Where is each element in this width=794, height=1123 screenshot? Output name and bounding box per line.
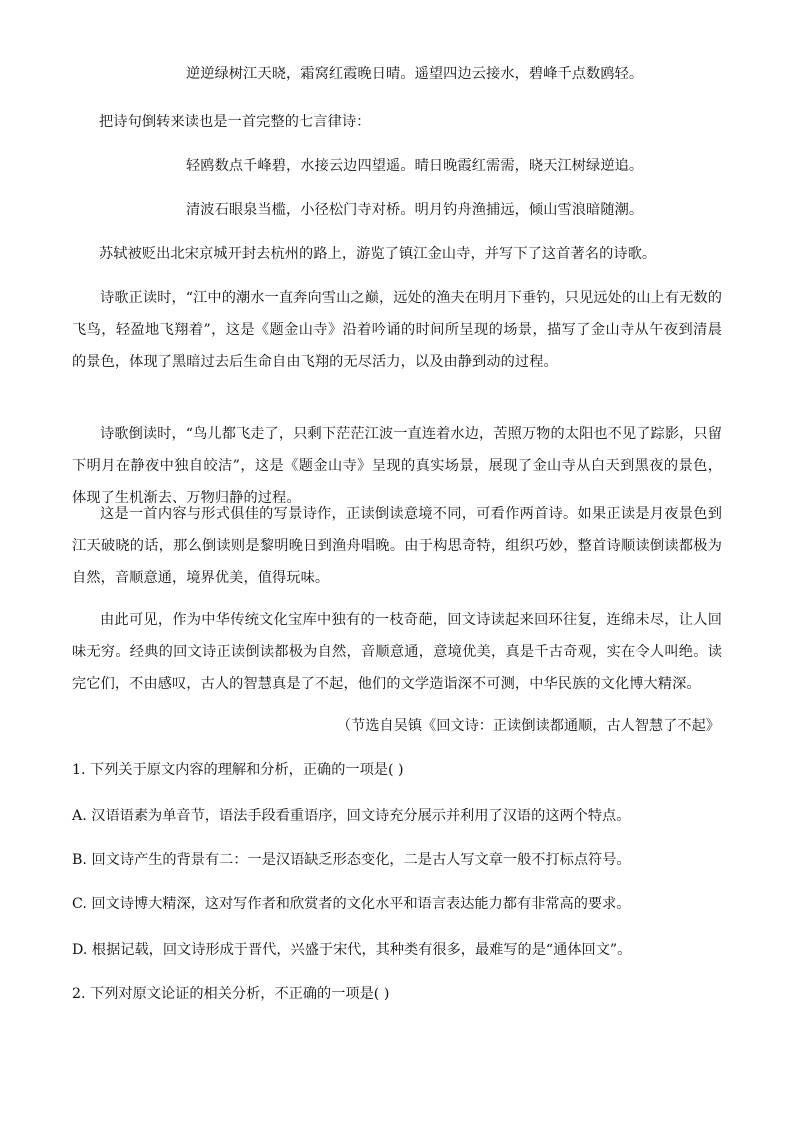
question-1-option-c: C. 回文诗博大精深，这对写作者和欣赏者的文化水平和语言表达能力都有非常高的要求。 (72, 896, 631, 912)
paragraph-4: 这是一首内容与形式俱佳的写景诗作，正读倒读意境不同，可看作两首诗。如果正读是月夜景色到江天破晓的话，那么倒读则是黎明晚日到渔舟唱晚。由于构思奇特，组织巧妙，整首诗顺读倒读都极为自然，音顺意通，境界优美，值得玩味。 (72, 506, 722, 586)
poem-reverse-line-2: 清波石眼泉当槛，小径松门寺对桥。明月钓舟渔捕远，倾山雪浪暗随潮。 (186, 202, 644, 218)
question-1-option-a: A. 汉语语素为单音节，语法手段看重语序，回文诗充分展示并利用了汉语的这两个特点。 (72, 808, 631, 824)
poem-reverse-line-1: 轻鸥数点千峰碧，水接云边四望遥。晴日晚霞红需需，晓天江树绿逆追。 (186, 158, 644, 174)
paragraph-5: 由此可见，作为中华传统文化宝库中独有的一枝奇葩，回文诗读起来回环往复，连绵未尽，让人回味无穷。经典的回文诗正读倒读都极为自然，音顺意通，意境优美，真是千古奇观，实在令人叫绝。读完它们，不由感叹，古人的智慧真是了不起，他们的文学造诣深不可测，中华民族的文化博大精深。 (72, 612, 722, 692)
source-citation: （节选自吴镇《回文诗：正读倒读都通顺，古人智慧了不起》 (336, 718, 720, 734)
poem-reverse-intro: 把诗句倒转来读也是一首完整的七言律诗： (99, 114, 371, 130)
paragraph-3: 诗歌倒读时，“鸟儿都飞走了，只剩下茫茫江波一直连着水边，苦照万物的太阳也不见了踪影，只留下明月在静夜中独自皎洁”，这是《题金山寺》呈现的真实场景，展现了金山寺从白天到黑夜的景色，体现了生机渐去、万物归静的过程。 (72, 426, 722, 506)
question-2-stem: 2. 下列对原文论证的相关分析，不正确的一项是( ) (72, 986, 390, 1002)
paragraph-2: 诗歌正读时，“江中的潮水一直奔向雪山之巅，远处的渔夫在明月下垂钓，只见远处的山上有无数的飞鸟，轻盈地飞翔着”，这是《题金山寺》沿着吟诵的时间所呈现的场景，描写了金山寺从午夜到清晨的景色，体现了黑暗过去后生命自由飞翔的无尽活力，以及由静到动的过程。 (72, 290, 722, 370)
question-1-option-b: B. 回文诗产生的背景有二：一是汉语缺乏形态变化，二是古人写文章一般不打标点符号。 (72, 852, 631, 868)
question-1-stem: 1. 下列关于原文内容的理解和分析，正确的一项是( ) (72, 762, 404, 778)
poem-original-line: 逆逆绿树江天晓，霜窝红霞晚日晴。遥望四边云接水，碧峰千点数鸥轻。 (186, 66, 644, 82)
paragraph-1: 苏轼被贬出北宋京城开封去杭州的路上，游览了镇江金山寺，并写下了这首著名的诗歌。 (99, 246, 657, 262)
question-1-option-d: D. 根据记载，回文诗形成于晋代，兴盛于宋代，其种类有很多，最难写的是“通体回文”。 (72, 942, 632, 958)
